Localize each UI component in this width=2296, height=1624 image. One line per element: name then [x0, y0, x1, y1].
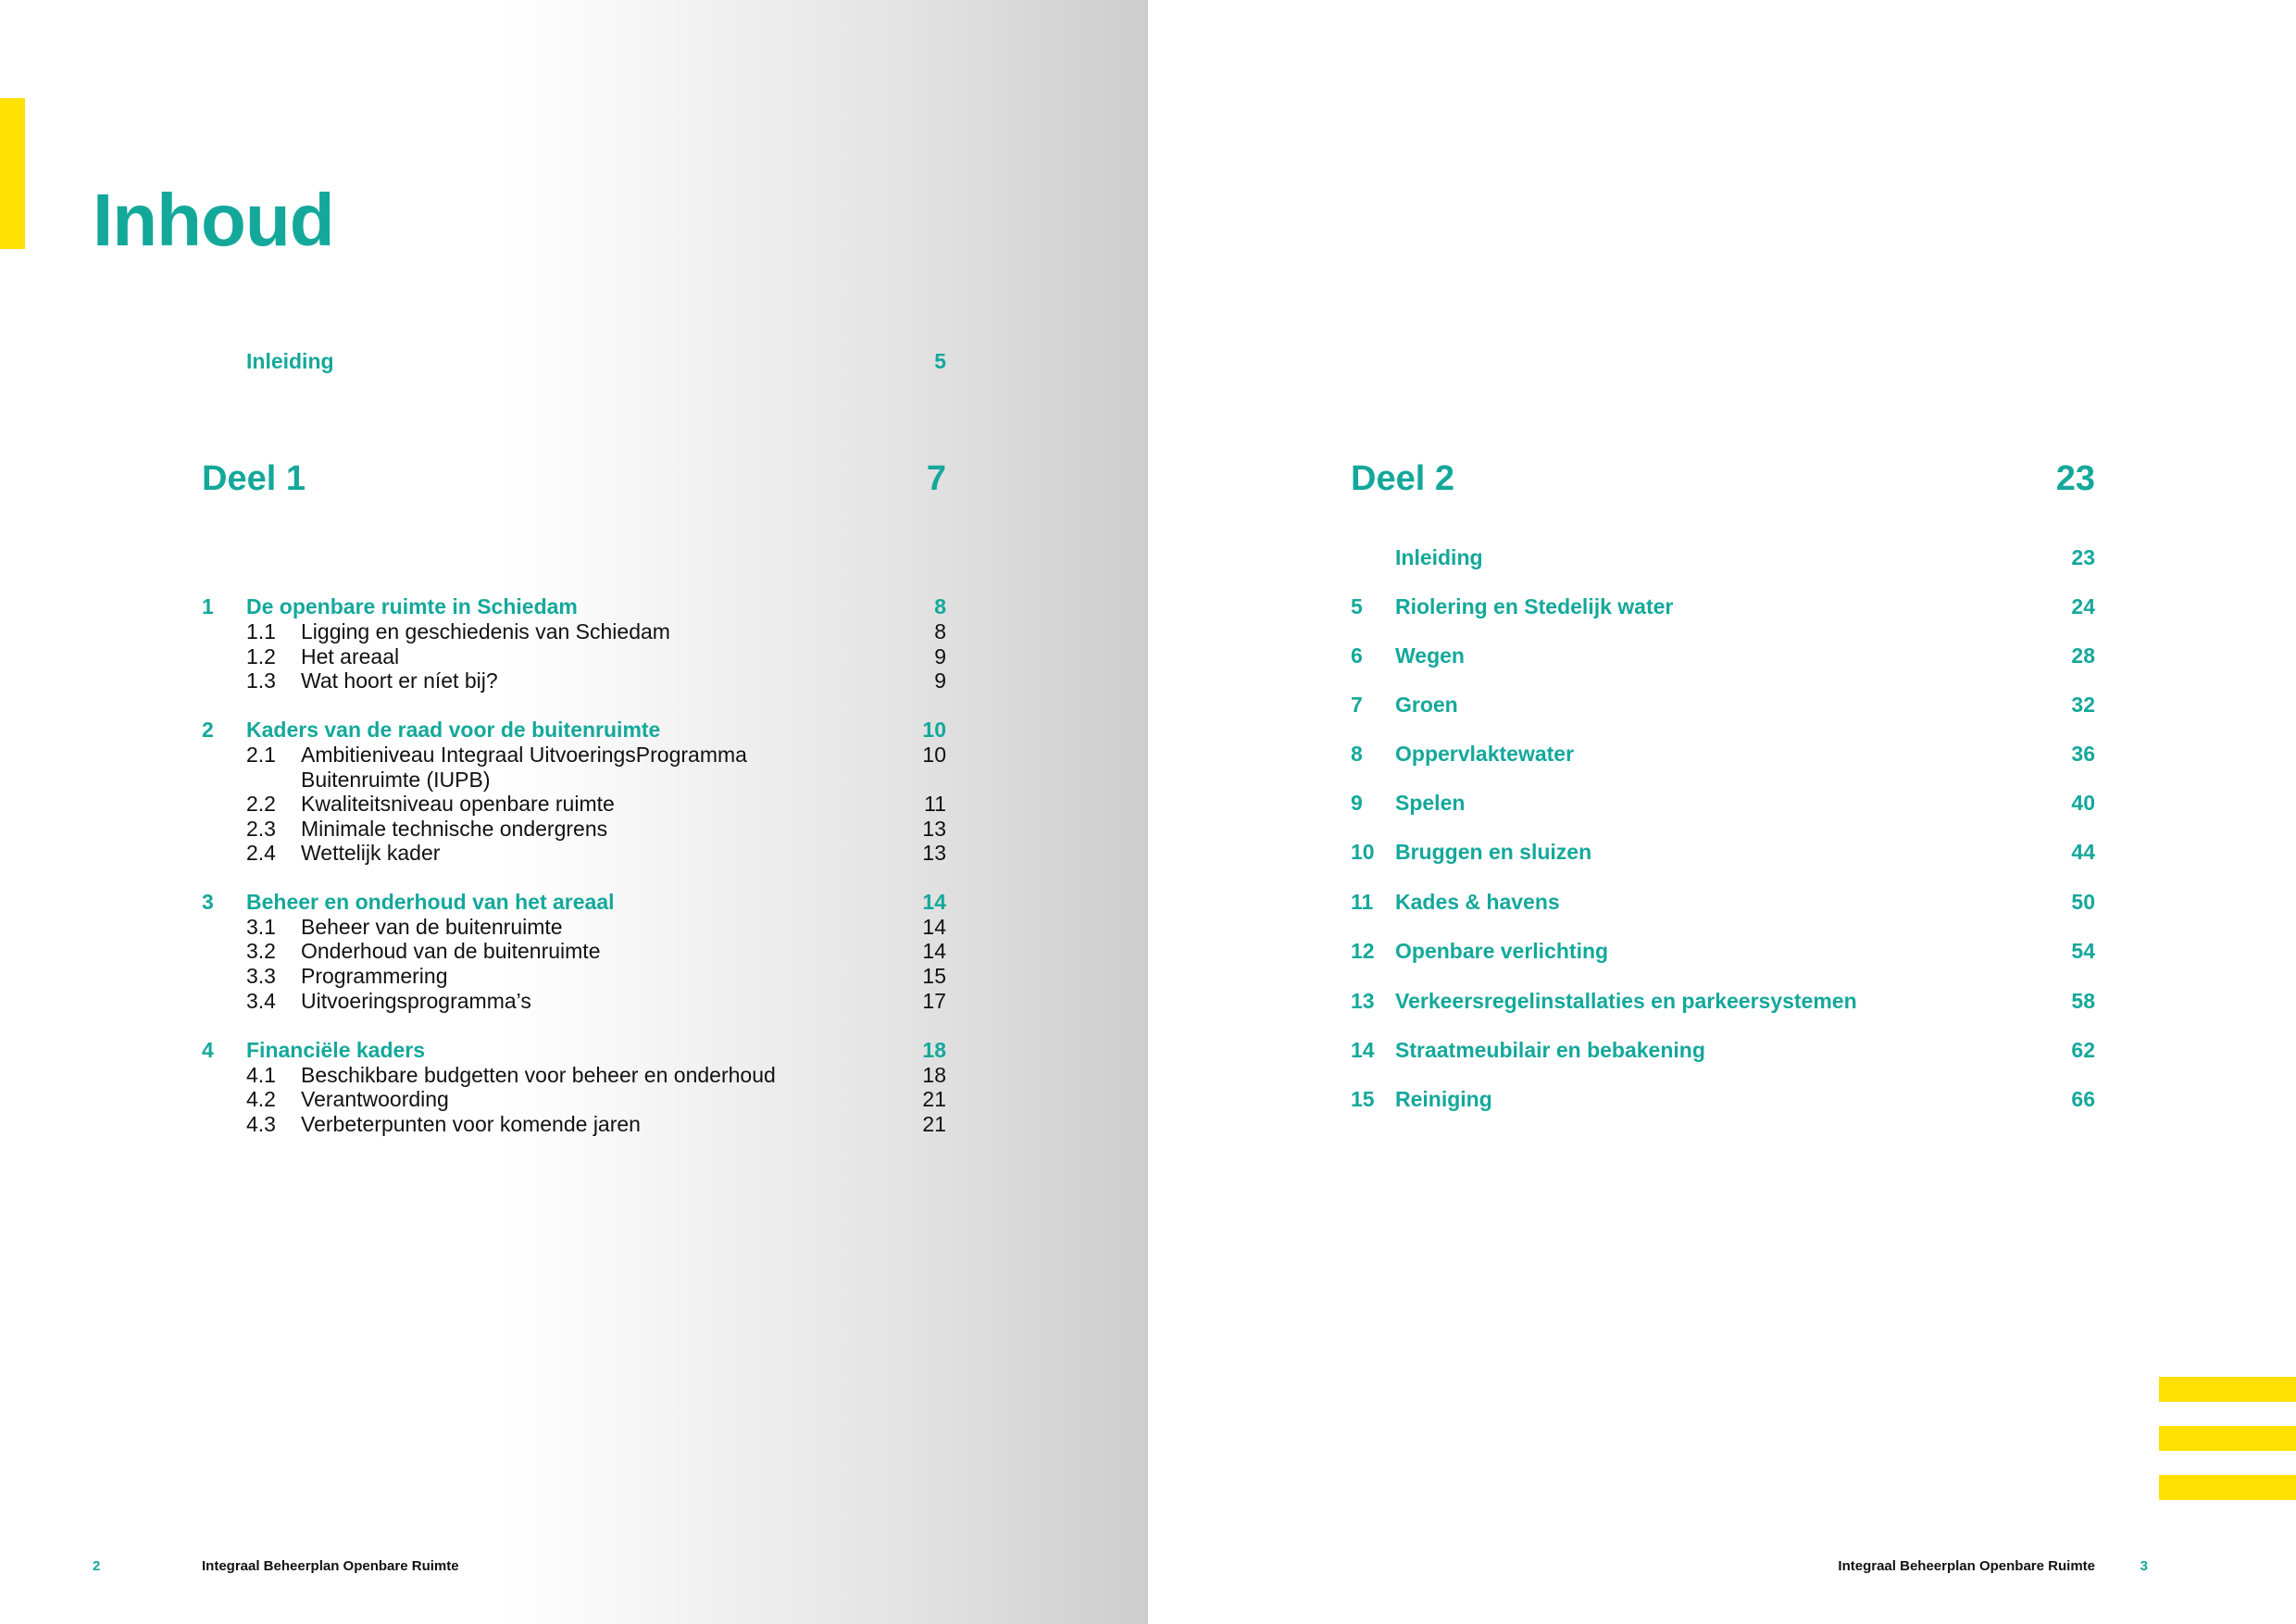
toc-chapter-label: Oppervlaktewater	[1395, 742, 1575, 766]
toc-chapter-number: 13	[1351, 989, 1375, 1013]
toc-section-page: 9	[934, 644, 946, 668]
toc-section-number: 1.1	[246, 619, 276, 643]
toc-chapter-label: Riolering en Stedelijk water	[1395, 594, 1674, 618]
toc-section-page: 21	[922, 1112, 946, 1136]
toc-chapter-number: 6	[1351, 643, 1363, 668]
toc-chapter-page: 8	[934, 594, 946, 618]
toc-entry-page: 23	[2071, 545, 2095, 569]
toc-section-page: 17	[922, 989, 946, 1013]
toc-chapter-label: De openbare ruimte in Schiedam	[246, 594, 578, 618]
toc-chapter-page: 36	[2071, 742, 2095, 766]
toc-chapter-page: 40	[2071, 791, 2095, 815]
toc-section-number: 1.2	[246, 644, 276, 668]
footer-page-number-right: 3	[2140, 1558, 2148, 1574]
toc-section-label: Wat hoort er níet bij?	[301, 668, 498, 693]
toc-part-page: 7	[926, 459, 946, 498]
toc-chapter-page: 66	[2071, 1087, 2095, 1111]
yellow-accent-stripe	[2159, 1377, 2296, 1402]
toc-section-label: Verantwoording	[301, 1087, 449, 1111]
toc-chapter-number: 7	[1351, 693, 1363, 717]
toc-section-page: 13	[922, 817, 946, 841]
toc-entry-label: Inleiding	[1395, 545, 1483, 569]
toc-chapter-number: 5	[1351, 594, 1363, 618]
right-page	[1148, 0, 2296, 1624]
toc-part-page: 23	[2055, 459, 2095, 498]
toc-chapter-page: 50	[2071, 890, 2095, 914]
toc-chapter-label: Financiële kaders	[246, 1038, 426, 1062]
toc-chapter-label: Straatmeubilair en bebakening	[1395, 1038, 1705, 1062]
toc-chapter-page: 32	[2071, 693, 2095, 717]
toc-section-number: 2.1	[246, 743, 276, 767]
toc-section-label-continued: Buitenruimte (IUPB)	[301, 768, 491, 792]
toc-chapter-number: 4	[202, 1038, 214, 1062]
toc-chapter-number: 3	[202, 890, 214, 914]
toc-section-number: 4.1	[246, 1063, 276, 1087]
toc-chapter-label: Wegen	[1395, 643, 1465, 668]
footer-document-title-right: Integraal Beheerplan Openbare Ruimte	[1838, 1558, 2095, 1574]
toc-chapter-number: 10	[1351, 840, 1375, 864]
toc-part-label: Deel 1	[202, 459, 306, 498]
toc-section-page: 10	[922, 743, 946, 767]
toc-section-number: 2.3	[246, 817, 276, 841]
toc-entry-page: 5	[934, 349, 946, 373]
toc-chapter-number: 11	[1351, 890, 1374, 914]
toc-chapter-label: Spelen	[1395, 791, 1466, 815]
toc-part-label: Deel 2	[1351, 459, 1454, 498]
toc-chapter-number: 12	[1351, 939, 1375, 963]
toc-section-number: 2.2	[246, 792, 276, 816]
toc-chapter-label: Groen	[1395, 693, 1458, 717]
yellow-accent-stripe	[2159, 1475, 2296, 1500]
toc-section-label: Onderhoud van de buitenruimte	[301, 939, 601, 963]
toc-chapter-page: 14	[922, 890, 946, 914]
footer-page-number-left: 2	[93, 1558, 101, 1574]
toc-section-page: 15	[922, 964, 946, 988]
toc-chapter-number: 1	[202, 594, 214, 618]
toc-chapter-page: 58	[2071, 989, 2095, 1013]
toc-chapter-label: Beheer en onderhoud van het areaal	[246, 890, 615, 914]
toc-section-number: 4.2	[246, 1087, 276, 1111]
toc-chapter-page: 44	[2071, 840, 2095, 864]
toc-chapter-number: 14	[1351, 1038, 1375, 1062]
yellow-accent-stripe	[2159, 1426, 2296, 1451]
toc-chapter-page: 24	[2071, 594, 2095, 618]
toc-part-deel-1[interactable]	[202, 457, 946, 500]
toc-section-page: 14	[922, 915, 946, 939]
toc-section-label: Wettelijk kader	[301, 841, 441, 865]
toc-section-number: 3.1	[246, 915, 276, 939]
toc-chapter-label: Reiniging	[1395, 1087, 1492, 1111]
toc-chapter-page: 54	[2071, 939, 2095, 963]
toc-section-2-1[interactable]	[246, 743, 946, 793]
toc-chapter-label: Bruggen en sluizen	[1395, 840, 1592, 864]
toc-chapter-number: 2	[202, 718, 214, 742]
toc-chapter-label: Verkeersregelinstallaties en parkeersystemen	[1395, 989, 1857, 1013]
toc-chapter-number: 9	[1351, 791, 1363, 815]
toc-section-page: 21	[922, 1087, 946, 1111]
toc-section-page: 18	[922, 1063, 946, 1087]
toc-section-label: Kwaliteitsniveau openbare ruimte	[301, 792, 615, 816]
toc-section-number: 4.3	[246, 1112, 276, 1136]
toc-section-page: 13	[922, 841, 946, 865]
toc-section-page: 11	[924, 792, 946, 816]
yellow-accent-bar	[0, 98, 25, 249]
toc-chapter-page: 10	[922, 718, 946, 742]
toc-chapter-label: Kades & havens	[1395, 890, 1560, 914]
toc-section-label: Het areaal	[301, 644, 400, 668]
toc-section-number: 3.4	[246, 989, 276, 1013]
toc-chapter-number: 8	[1351, 742, 1363, 766]
toc-part-deel-2[interactable]	[1351, 457, 2095, 500]
page-title: Inhoud	[93, 179, 334, 261]
toc-chapter-label: Openbare verlichting	[1395, 939, 1609, 963]
toc-chapter-number: 15	[1351, 1087, 1375, 1111]
toc-section-number: 2.4	[246, 841, 276, 865]
toc-section-label: Beheer van de buitenruimte	[301, 915, 563, 939]
toc-section-page: 14	[922, 939, 946, 963]
toc-section-label: Minimale technische ondergrens	[301, 817, 608, 841]
toc-chapter-label: Kaders van de raad voor de buitenruimte	[246, 718, 661, 742]
toc-chapter-page: 28	[2071, 643, 2095, 668]
toc-section-label: Beschikbare budgetten voor beheer en onderhoud	[301, 1063, 776, 1087]
toc-section-label: Ambitieniveau Integraal UitvoeringsProgramma	[301, 743, 747, 767]
toc-section-page: 8	[934, 619, 946, 643]
toc-chapter-page: 62	[2071, 1038, 2095, 1062]
toc-section-number: 1.3	[246, 668, 276, 693]
toc-chapter-page: 18	[922, 1038, 946, 1062]
footer-document-title-left: Integraal Beheerplan Openbare Ruimte	[202, 1558, 459, 1574]
toc-entry-label: Inleiding	[246, 349, 334, 373]
toc-section-label: Programmering	[301, 964, 448, 988]
toc-section-page: 9	[934, 668, 946, 693]
toc-section-label: Verbeterpunten voor komende jaren	[301, 1112, 641, 1136]
toc-section-label: Uitvoeringsprogramma’s	[301, 989, 531, 1013]
toc-section-number: 3.2	[246, 939, 276, 963]
toc-section-label: Ligging en geschiedenis van Schiedam	[301, 619, 670, 643]
toc-section-number: 3.3	[246, 964, 276, 988]
